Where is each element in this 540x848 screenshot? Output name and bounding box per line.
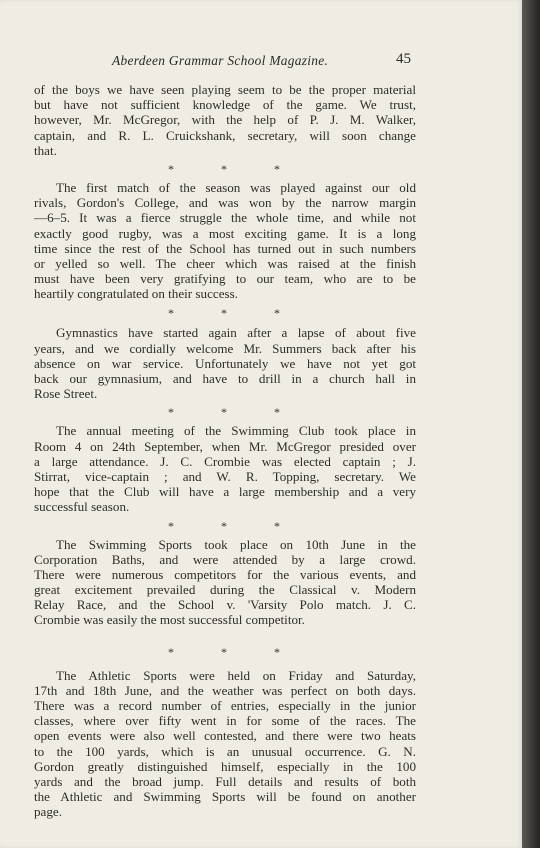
text-line: years, and we cordially welcome Mr. Summers back after his <box>34 340 416 356</box>
section-separator: * * * <box>168 306 302 321</box>
text-line: Crombie was easily the most successful competitor. <box>34 612 305 628</box>
text-line: great excitement prevailed during the Classical v. Modern <box>34 582 416 598</box>
section-separator: * * * <box>168 644 302 659</box>
paragraph <box>34 537 416 628</box>
text-line: of the boys we have seen playing seem to be the proper material <box>34 82 416 97</box>
text-line: hope that the Club will have a large membership and a very <box>34 484 416 500</box>
text-line: exactly good rugby, was a most exciting game. It is a long <box>34 225 416 241</box>
text-line: The annual meeting of the Swimming Club took place in <box>56 423 416 439</box>
text-line: open events were also well contested, and there were two heats <box>34 728 416 744</box>
paragraph <box>34 423 416 514</box>
paragraph <box>34 325 416 401</box>
text-line: There was a record number of entries, especially in the junior <box>34 698 416 713</box>
text-line: back our gymnasium, and have to drill in a church hall in <box>34 371 416 386</box>
text-line: Stirrat, vice-captain ; and W. R. Topping, secretary. We <box>34 468 416 484</box>
page-header <box>0 53 522 73</box>
text-line: —6–5. It was a fierce struggle the whole time, and while not <box>34 210 416 226</box>
text-line: the Athletic and Swimming Sports will be found on another <box>34 789 416 805</box>
paragraph <box>34 668 416 820</box>
text-line: time since the rest of the School has turned out in such numbers <box>34 240 416 256</box>
text-line: The first match of the season was played against our old <box>56 179 416 195</box>
text-line: page. <box>34 804 62 820</box>
text-line: rivals, Gordon's College, and was won by the narrow margin <box>34 195 416 211</box>
text-line: must have been very gratifying to our team, who are to be <box>34 271 416 287</box>
text-line: successful season. <box>34 499 130 515</box>
text-line: The Athletic Sports were held on Friday and Saturday, <box>56 667 416 683</box>
text-line: Rose Street. <box>34 386 98 402</box>
text-line: to the 100 yards, which is an unusual occurrence. G. N. <box>34 743 416 759</box>
text-line: however, Mr. McGregor, with the help of P. J. M. Walker, <box>34 112 416 128</box>
spacer <box>34 628 416 640</box>
section-separator: * * * <box>168 161 302 176</box>
text-line: captain, and R. L. Cruickshank, secretary, will soon change <box>34 127 416 143</box>
page-edge <box>522 0 540 848</box>
text-line: Corporation Baths, and were attended by a large crowd. <box>34 551 416 567</box>
running-title: Aberdeen Grammar School Magazine. <box>112 53 329 68</box>
article-body <box>34 82 416 820</box>
text-line: heartily congratulated on their success. <box>34 286 238 302</box>
text-line: yards and the broad jump. Full details and results of both <box>34 773 416 789</box>
text-line: or yelled so well. The cheer which was raised at the finish <box>34 255 416 271</box>
text-line: Gymnastics have started again after a lapse of about five <box>56 325 416 341</box>
text-line: 17th and 18th June, and the weather was perfect on both days. <box>34 682 416 698</box>
text-line: Gordon greatly distinguished himself, especially in the 100 <box>34 758 416 774</box>
text-line: Relay Race, and the School v. 'Varsity Polo match. J. C. <box>34 597 416 613</box>
page-number: 45 <box>396 51 411 67</box>
text-line: a large attendance. J. C. Crombie was elected captain ; J. <box>34 453 416 469</box>
paragraph <box>34 82 416 158</box>
text-line: absence on war service. Unfortunately we have not yet got <box>34 355 416 371</box>
section-separator: * * * <box>168 405 302 420</box>
text-line: that. <box>34 142 57 158</box>
text-line: Room 4 on 24th September, when Mr. McGregor presided over <box>34 438 416 454</box>
text-line: classes, where over fifty went in for some of the races. The <box>34 713 416 729</box>
section-separator: * * * <box>168 518 302 533</box>
text-line: The Swimming Sports took place on 10th June in the <box>56 536 416 552</box>
text-line: but have not sufficient knowledge of the game. We trust, <box>34 97 416 113</box>
paragraph <box>34 180 416 302</box>
text-line: There were numerous competitors for the various events, and <box>34 566 416 582</box>
